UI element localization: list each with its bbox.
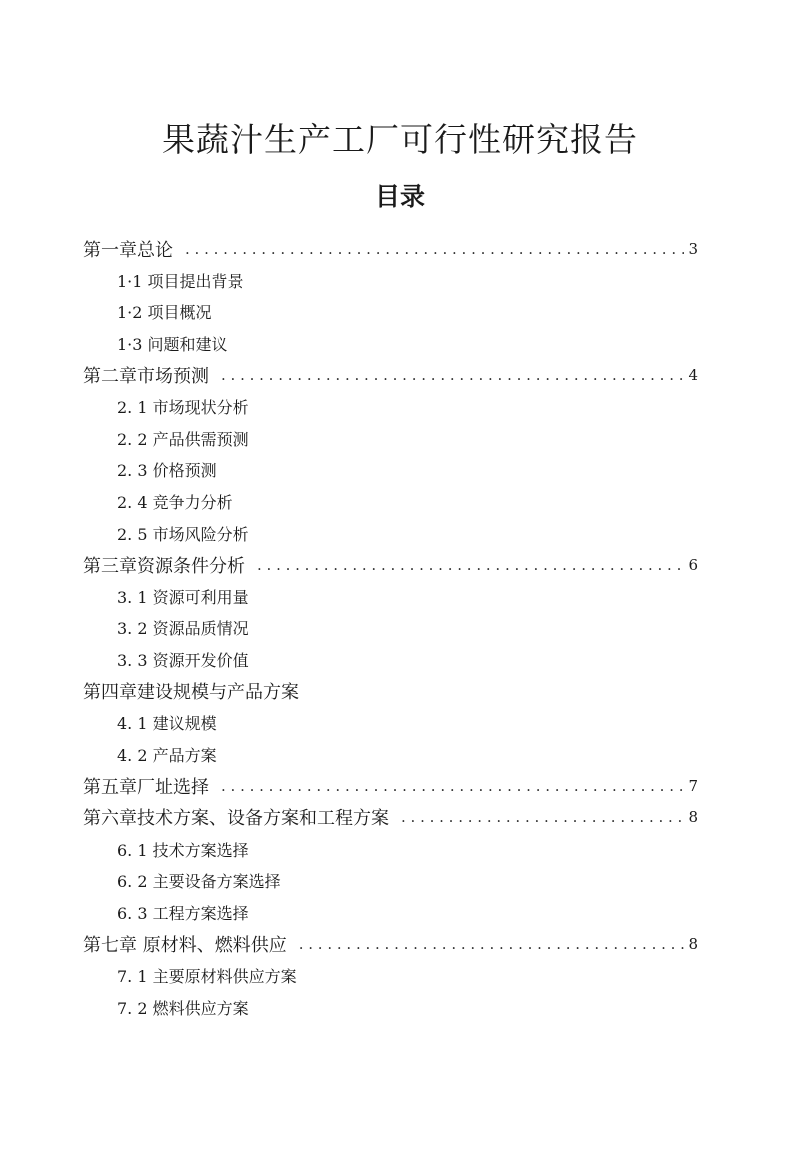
toc-entry-label: 6. 3 工程方案选择	[117, 903, 249, 923]
toc-section-entry[interactable]	[83, 865, 698, 897]
toc-entry-label: 3. 1 资源可利用量	[117, 587, 249, 607]
toc-chapter-entry[interactable]	[83, 233, 698, 265]
toc-entry-label: 6. 1 技术方案选择	[117, 840, 249, 860]
toc-page-number: 3	[688, 239, 698, 258]
toc-chapter-entry[interactable]	[83, 928, 698, 960]
toc-page-number: 4	[688, 366, 698, 385]
toc-chapter-entry[interactable]	[83, 802, 698, 834]
toc-page-number: 7	[688, 776, 698, 795]
toc-page-number: 8	[688, 934, 698, 953]
toc-section-entry[interactable]	[83, 296, 698, 328]
toc-section-entry[interactable]	[83, 991, 698, 1023]
toc-entry-label: 第七章 原材料、燃料供应	[83, 934, 287, 956]
toc-entry-label: 第六章技术方案、设备方案和工程方案	[83, 808, 389, 830]
toc-entry-label: 第一章总论	[83, 239, 173, 261]
toc-entry-label: 2. 4 竞争力分析	[117, 493, 233, 513]
toc-section-entry[interactable]	[83, 707, 698, 739]
toc-section-entry[interactable]	[83, 328, 698, 360]
toc-chapter-entry[interactable]	[83, 770, 698, 802]
toc-section-entry[interactable]	[83, 391, 698, 423]
dot-leader	[221, 366, 684, 384]
toc-entry-label: 第四章建设规模与产品方案	[83, 682, 299, 704]
dot-leader	[401, 808, 684, 826]
toc-entry-label: 4. 2 产品方案	[117, 745, 217, 765]
toc-entry-label: 2. 1 市场现状分析	[117, 398, 249, 418]
toc-chapter-entry[interactable]	[83, 675, 698, 707]
toc-entry-label: 1·1 项目提出背景	[117, 271, 244, 291]
toc-section-entry[interactable]	[83, 265, 698, 297]
toc-entry-label: 1·2 项目概况	[117, 303, 212, 323]
toc-entry-label: 第二章市场预测	[83, 366, 209, 388]
dot-leader	[185, 240, 684, 258]
toc-page-number: 8	[688, 808, 698, 827]
toc-section-entry[interactable]	[83, 454, 698, 486]
toc-entry-label: 3. 3 资源开发价值	[117, 651, 249, 671]
toc-entry-label: 第五章厂址选择	[83, 776, 209, 798]
toc-chapter-entry[interactable]	[83, 549, 698, 581]
toc-entry-label: 2. 2 产品供需预测	[117, 429, 249, 449]
toc-entry-label: 2. 5 市场风险分析	[117, 524, 249, 544]
toc-section-entry[interactable]	[83, 833, 698, 865]
dot-leader	[221, 777, 684, 795]
toc-entry-label: 6. 2 主要设备方案选择	[117, 872, 281, 892]
toc-entry-label: 1·3 问题和建议	[117, 335, 228, 355]
toc-section-entry[interactable]	[83, 423, 698, 455]
toc-entry-label: 第三章资源条件分析	[83, 555, 245, 577]
toc-section-entry[interactable]	[83, 896, 698, 928]
toc-section-entry[interactable]	[83, 960, 698, 992]
toc-section-entry[interactable]	[83, 612, 698, 644]
toc-entry-label: 7. 1 主要原材料供应方案	[117, 966, 297, 986]
dot-leader	[257, 556, 684, 574]
table-of-contents	[83, 233, 698, 1023]
toc-section-entry[interactable]	[83, 644, 698, 676]
dot-leader	[299, 935, 685, 953]
toc-entry-label: 4. 1 建议规模	[117, 714, 217, 734]
toc-section-entry[interactable]	[83, 739, 698, 771]
document-title: 果蔬汁生产工厂可行性研究报告	[162, 120, 638, 159]
toc-entry-label: 2. 3 价格预测	[117, 461, 217, 481]
toc-entry-label: 7. 2 燃料供应方案	[117, 998, 249, 1018]
toc-page-number: 6	[688, 555, 698, 574]
toc-heading: 目录	[374, 182, 425, 211]
toc-section-entry[interactable]	[83, 581, 698, 613]
toc-chapter-entry[interactable]	[83, 359, 698, 391]
toc-entry-label: 3. 2 资源品质情况	[117, 619, 249, 639]
toc-section-entry[interactable]	[83, 517, 698, 549]
toc-section-entry[interactable]	[83, 486, 698, 518]
